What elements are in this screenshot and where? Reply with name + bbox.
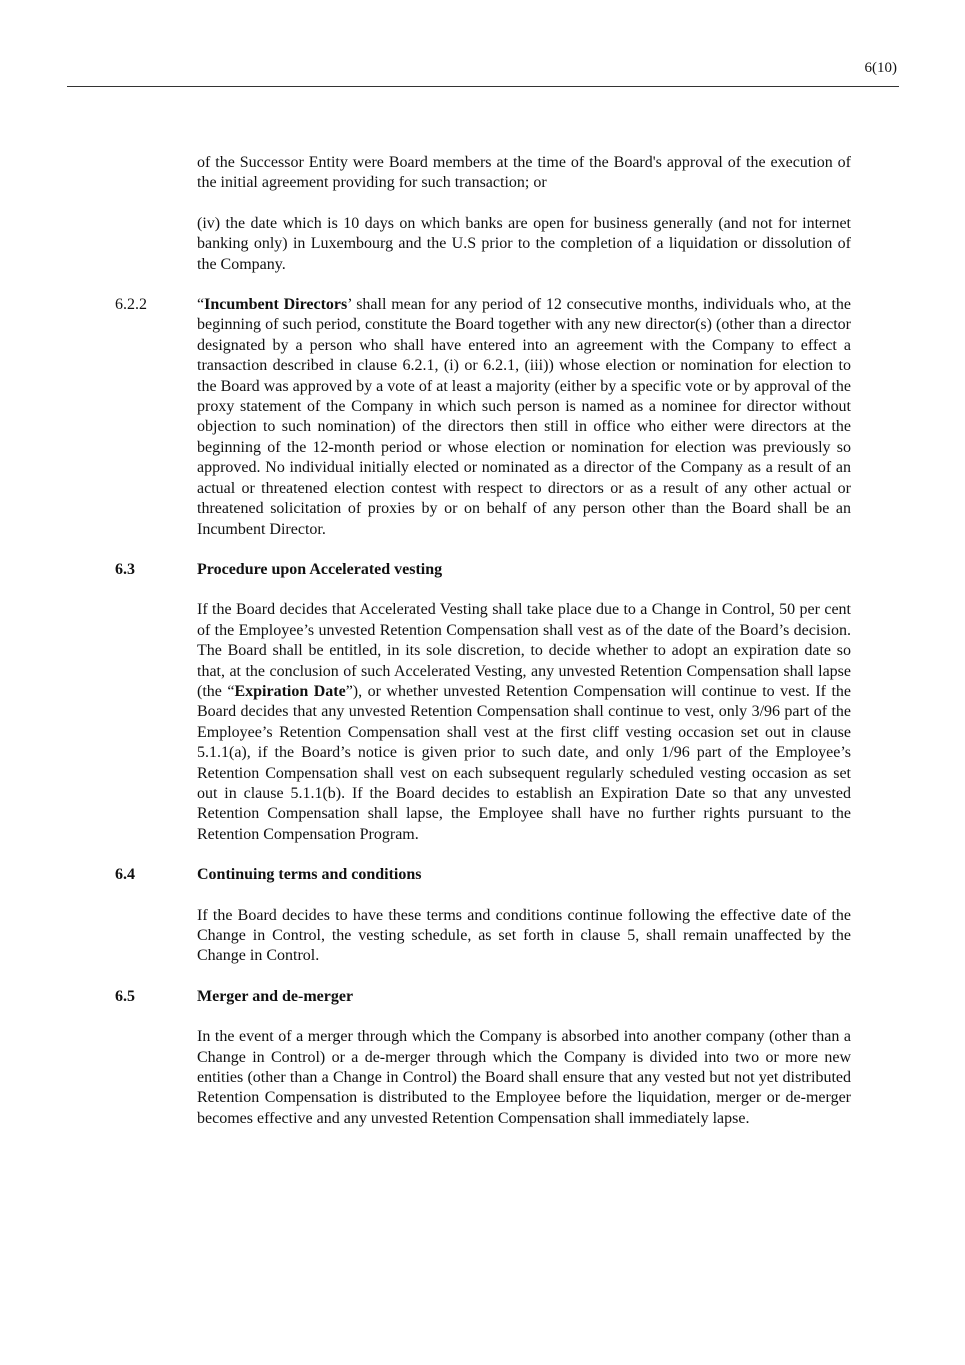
- open-quote: “: [197, 296, 205, 314]
- defined-term-incumbent-directors: Incumbent Directors: [204, 296, 348, 314]
- section-number: 6.5: [115, 987, 135, 1005]
- section-title: Merger and de-merger: [197, 987, 354, 1005]
- section-number: 6.3: [115, 560, 135, 578]
- section-number: 6.4: [115, 866, 135, 884]
- section-heading-6-4: [115, 865, 851, 885]
- document-body: [115, 153, 851, 1149]
- section-title: Procedure upon Accelerated vesting: [197, 560, 443, 578]
- section-heading-6-5: [115, 987, 851, 1007]
- body-part-1: If the Board decides that Accelerated Vesting shall take place due to a Change in Control, 50 per cent of the Employee’s unvested Retention Compensation shall vest as of the date of the Board’s decision. The Board shall be entitled, in its sole discretion, to decide whether to adopt an expiration date so that, at the conclusion of such Accelerated Vesting, any unvested Retention Compensation shall lapse (the “: [197, 601, 851, 700]
- clause-body: shall mean for any period of 12 consecutive months, individuals who, at the beginning of such period, constitute the Board together with any new director(s) (other than a director designated by a person who shall have entered into an agreement with the Company to effect a transaction described in clause 6.2.1, (i) or 6.2.1, (iii)) whose election or nomination for election to the Board was approved by a vote of at least a majority (either by a specific vote or by approval of the proxy statement of the Company in which such person is named as a nominee for director without objection to such nomination) of the directors then still in office who either were directors at the beginning of the 12-month period or whose election or nomination for election was previously so approved. No individual initially elected or nominated as a director of the Company as a result of an actual or threatened election contest with respect to directors or as a result of any other actual or threatened solicitation of proxies by or on behalf of any person other than the Board shall be an Incumbent Director.: [197, 296, 851, 538]
- clause-6-2-2: [115, 295, 851, 540]
- page-number: 6(10): [864, 60, 897, 76]
- close-quote: ’: [347, 296, 352, 314]
- clause-number: 6.2.2: [115, 296, 147, 314]
- header-divider: [67, 86, 899, 87]
- body-part-2: ”), or whether unvested Retention Compensation will continue to vest. If the Board decides that any unvested Retention Compensation shall continue to vest, only 3/96 part of the Employee’s Retention Compensation shall vest at the first cliff vesting occasion set out in clause 5.1.1(a), if the Board’s notice is given prior to such date, and only 1/96 part of the Employee’s Retention Compensation shall vest on each subsequent regularly scheduled vesting occasion as set out in clause 5.1.1(b). If the Board decides to establish an Expiration Date so that any unvested Retention Compensation shall lapse, the Employee shall have no further rights pursuant to the Retention Compensation Program.: [197, 682, 852, 843]
- section-6-5-body: In the event of a merger through which the Company is absorbed into another company (other than a Change in Control) or a de-merger through which the Company is divided into two or more new entities (other than a Change in Control) the Board shall ensure that any vested but not yet distributed Retention Compensation is distributed to the Employee before the liquidation, merger or de-merger becomes effective and any unvested Retention Compensation shall immediately lapse.: [197, 1028, 851, 1127]
- paragraph-iv: (iv) the date which is 10 days on which banks are open for business generally (and not for internet banking only) in Luxembourg and the U.S prior to the completion of a liquidation or dissolution of the Company.: [197, 214, 851, 273]
- section-6-3-body: [197, 600, 851, 845]
- paragraph-continuation: of the Successor Entity were Board members at the time of the Board's approval of the execution of the initial agreement providing for such transaction; or: [197, 154, 851, 192]
- clause-text: [197, 295, 851, 540]
- defined-term-expiration-date: Expiration Date: [234, 682, 346, 700]
- section-heading-6-3: [115, 560, 851, 580]
- section-title: Continuing terms and conditions: [197, 866, 422, 884]
- section-6-4-body: If the Board decides to have these terms and conditions continue following the effective date of the Change in Control, the vesting schedule, as set forth in clause 5, shall remain unaffected by the Change in Control.: [197, 906, 851, 965]
